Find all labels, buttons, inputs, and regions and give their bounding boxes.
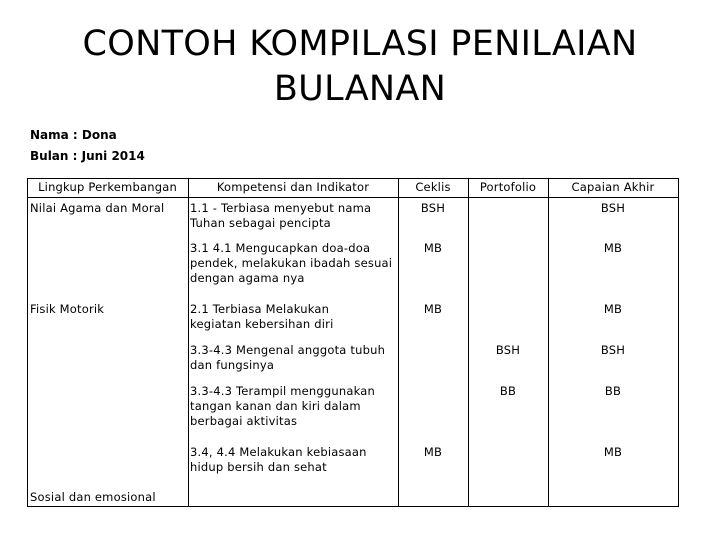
header-kompetensi: Kompetensi dan Indikator (216, 180, 370, 194)
section-fisik-motorik: Fisik Motorik (30, 302, 105, 316)
row-6-ceklis: MB (423, 445, 443, 459)
row-2-ceklis: MB (423, 241, 443, 255)
title-line-1: CONTOH KOMPILASI PENILAIAN (82, 24, 638, 64)
row-5-portofolio: BB (499, 384, 517, 398)
table-border-right (678, 178, 679, 507)
col-divider-1 (188, 178, 189, 507)
header-capaian: Capaian Akhir (571, 180, 655, 194)
row-5-kompetensi: 3.3-4.3 Terampil menggunakan tangan kanan dan kiri dalam berbagai aktivitas (190, 384, 376, 428)
row-6-kompetensi: 3.4, 4.4 Melakukan kebiasaan hidup bersih dan sehat (190, 445, 367, 474)
table-border-top (27, 178, 679, 179)
row-5-capaian: BB (604, 384, 622, 398)
table-border-bottom (27, 506, 679, 507)
student-name: Nama : Dona (30, 128, 117, 142)
row-1-ceklis: BSH (420, 201, 446, 215)
page-title (0, 22, 720, 112)
row-4-portofolio: BSH (495, 343, 521, 357)
row-3-capaian: MB (603, 302, 623, 316)
row-6-capaian: MB (603, 445, 623, 459)
header-divider (27, 197, 679, 198)
assessment-table (27, 178, 679, 507)
row-3-kompetensi: 2.1 Terbiasa Melakukan kegiatan kebersihan diri (190, 302, 334, 331)
row-3-ceklis: MB (423, 302, 443, 316)
row-1-kompetensi: 1.1 - Terbiasa menyebut nama Tuhan sebagai pencipta (190, 201, 372, 230)
row-2-capaian: MB (603, 241, 623, 255)
row-1-capaian: BSH (600, 201, 626, 215)
section-nilai-agama: Nilai Agama dan Moral (30, 201, 165, 215)
assessment-month: Bulan : Juni 2014 (30, 149, 145, 163)
section-sosial: Sosial dan emosional (30, 490, 156, 504)
table-border-left (27, 178, 28, 507)
title-line-2: BULANAN (273, 69, 447, 109)
header-portofolio: Portofolio (479, 180, 537, 194)
header-lingkup: Lingkup Perkembangan (38, 180, 177, 194)
row-4-kompetensi: 3.3-4.3 Mengenal anggota tubuh dan fungsinya (190, 343, 386, 372)
row-4-capaian: BSH (600, 343, 626, 357)
row-2-kompetensi: 3.1 4.1 Mengucapkan doa-doa pendek, melakukan ibadah sesuai dengan agama nya (190, 241, 393, 285)
header-ceklis: Ceklis (415, 180, 451, 194)
